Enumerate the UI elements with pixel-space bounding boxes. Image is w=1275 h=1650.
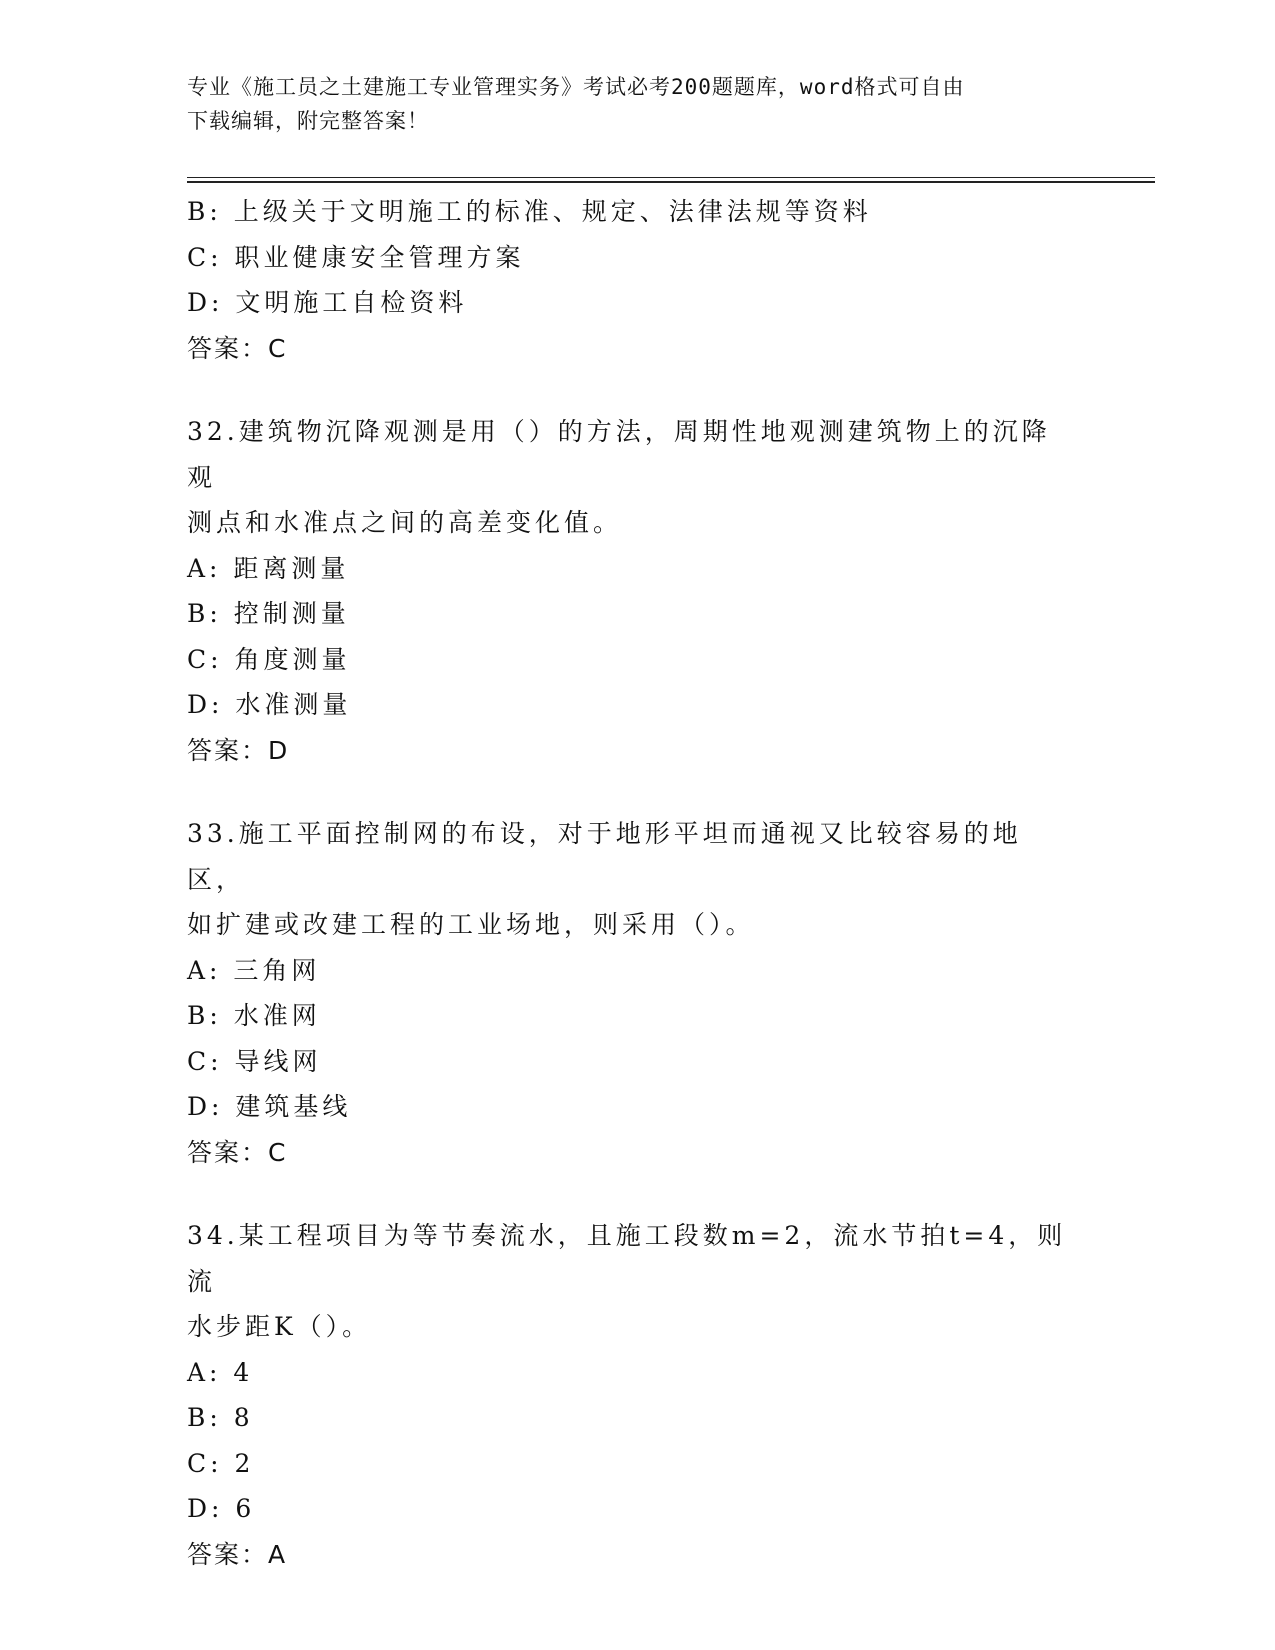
header-line-2: 下载编辑，附完整答案！ xyxy=(187,109,429,133)
stem-line-1: 33.施工平面控制网的布设，对于地形平坦而通视又比较容易的地区， xyxy=(187,819,1022,894)
answer: 答案：C xyxy=(187,333,288,363)
stem-line-1: 32.建筑物沉降观测是用（）的方法，周期性地观测建筑物上的沉降观 xyxy=(187,417,1051,492)
option-d: D: 水准测量 xyxy=(187,690,352,719)
question-33 xyxy=(187,811,1087,1175)
option-b: B: 上级关于文明施工的标准、规定、法律法规等资料 xyxy=(187,197,872,226)
option-d: D: 文明施工自检资料 xyxy=(187,288,468,317)
option-b: B: 控制测量 xyxy=(187,599,350,628)
stem-line-2: 如扩建或改建工程的工业场地，则采用（）。 xyxy=(187,910,755,939)
option-b: B: 水准网 xyxy=(187,1001,321,1030)
option-c: C: 导线网 xyxy=(187,1046,322,1076)
question-31 xyxy=(187,189,1087,371)
document-header xyxy=(187,70,1067,138)
option-a: A: 三角网 xyxy=(187,955,321,985)
option-a: A: 距离测量 xyxy=(187,553,350,583)
answer: 答案：A xyxy=(187,1539,288,1569)
stem-line-2: 水步距K（）。 xyxy=(187,1312,372,1341)
option-b: B: 8 xyxy=(187,1403,254,1432)
question-stem xyxy=(187,409,1077,546)
question-34 xyxy=(187,1213,1087,1577)
question-32 xyxy=(187,409,1087,773)
question-stem xyxy=(187,811,1077,948)
option-c: C: 2 xyxy=(187,1448,255,1478)
question-stem xyxy=(187,1213,1077,1350)
option-a: A: 4 xyxy=(187,1357,254,1387)
question-list xyxy=(187,189,1087,1577)
header-line-1: 专业《施工员之土建施工专业管理实务》考试必考200题题库，word格式可自由 xyxy=(187,75,965,99)
stem-line-1: 34.某工程项目为等节奏流水，且施工段数m=2，流水节拍t=4，则流 xyxy=(187,1221,1067,1296)
option-c: C: 角度测量 xyxy=(187,644,351,674)
option-d: D: 6 xyxy=(187,1494,256,1523)
option-d: D: 建筑基线 xyxy=(187,1092,352,1121)
answer: 答案：C xyxy=(187,1137,288,1167)
stem-line-2: 测点和水准点之间的高差变化值。 xyxy=(187,508,623,537)
header-divider-thin xyxy=(187,177,1155,178)
header-divider-thick xyxy=(187,181,1155,183)
answer: 答案：D xyxy=(187,735,290,765)
option-c: C: 职业健康安全管理方案 xyxy=(187,242,525,272)
